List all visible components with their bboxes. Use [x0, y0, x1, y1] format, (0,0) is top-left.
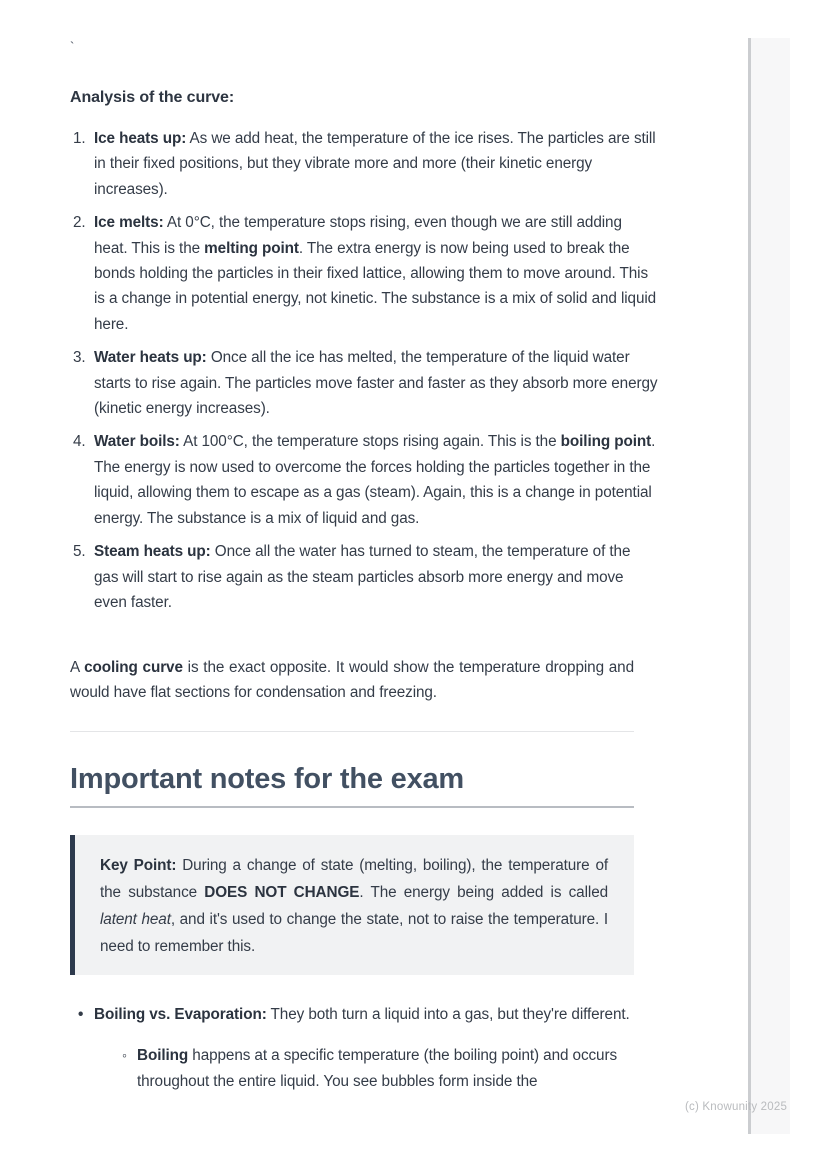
stray-character: `	[70, 39, 75, 54]
item-water-heats-up	[94, 345, 658, 421]
text-run: At 100°C, the temperature stops rising again. This is the	[179, 433, 561, 451]
text-run: Ice melts:	[94, 214, 164, 232]
text-run: . The extra energy is now being used to break the bonds holding the particles in their fixed lattice, allowing them to move around. This is a change in potential energy, not kinetic. The substance is a mix of solid and liquid here.	[94, 239, 657, 333]
text-run: As we add heat, the temperature of the ice rises. The particles are still in their fixed positions, but they vibrate more and more (their kinetic energy increases).	[94, 130, 656, 198]
knowunity-watermark: (c) Knowunity 2025	[685, 1101, 788, 1113]
text-run: Key Point:	[100, 857, 177, 874]
key-point-callout	[70, 835, 634, 975]
text-run: Boiling	[137, 1047, 189, 1065]
item-water-boils	[94, 429, 658, 531]
subbullet-boiling	[137, 1043, 658, 1094]
text-run: They both turn a liquid into a gas, but they're different.	[266, 1006, 630, 1023]
scrollbar-track[interactable]	[751, 38, 790, 1134]
text-run: Boiling vs. Evaporation:	[94, 1006, 267, 1023]
analysis-heading: Analysis of the curve:	[70, 89, 235, 106]
scrollbar-thumb[interactable]	[748, 38, 751, 1134]
curve-analysis-list	[70, 126, 658, 623]
text-run: melting point	[204, 239, 299, 257]
text-run: Once all the ice has melted, the temperature of the liquid water starts to rise again. The particles move faster and faster as they absorb more energy (kinetic energy increases).	[94, 349, 658, 418]
text-run: happens at a specific temperature (the boiling point) and occurs throughout the entire liquid. You see bubbles form inside the	[137, 1047, 618, 1090]
text-run: During a change of state (melting, boiling), the temperature of the substance	[100, 857, 609, 901]
text-run: A	[70, 659, 85, 676]
text-run: . The energy being added is called	[359, 884, 609, 901]
text-run: Water boils:	[94, 433, 180, 451]
sub-bullet-list	[94, 1043, 658, 1094]
exam-notes-bullet-list	[70, 1002, 658, 1094]
item-ice-heats-up	[94, 126, 658, 202]
text-run: cooling curve	[84, 659, 183, 676]
section-divider	[70, 731, 634, 732]
text-run: . The energy is now used to overcome the forces holding the particles together in the liquid, allowing them to escape as a gas (steam). Again, this is a change in potential energy. The substance is a mix of liquid and gas.	[94, 433, 656, 527]
item-steam-heats-up	[94, 539, 658, 615]
text-run: At 0°C, the temperature stops rising, even though we are still adding heat. This is the	[94, 214, 622, 257]
text-run: boiling point	[560, 433, 652, 451]
key-point-text	[100, 852, 608, 960]
text-run: Once all the water has turned to steam, the temperature of the gas will start to rise again as the steam particles absorb more energy and move even faster.	[94, 543, 631, 611]
text-run: Ice heats up:	[94, 130, 187, 147]
exam-notes-heading: Important notes for the exam	[70, 760, 634, 808]
text-run: latent heat	[100, 911, 171, 928]
item-ice-melts	[94, 210, 658, 337]
text-run: is the exact opposite. It would show the temperature dropping and would have flat sections for condensation and freezing.	[70, 659, 634, 702]
text-run: DOES NOT CHANGE	[204, 884, 360, 901]
text-run: Water heats up:	[94, 349, 207, 367]
bullet-boiling-vs-evaporation	[94, 1002, 658, 1094]
text-run: , and it's used to change the state, not to raise the temperature. I need to remember this.	[100, 911, 608, 955]
text-run: Steam heats up:	[94, 543, 211, 561]
cooling-curve-paragraph	[70, 655, 634, 706]
